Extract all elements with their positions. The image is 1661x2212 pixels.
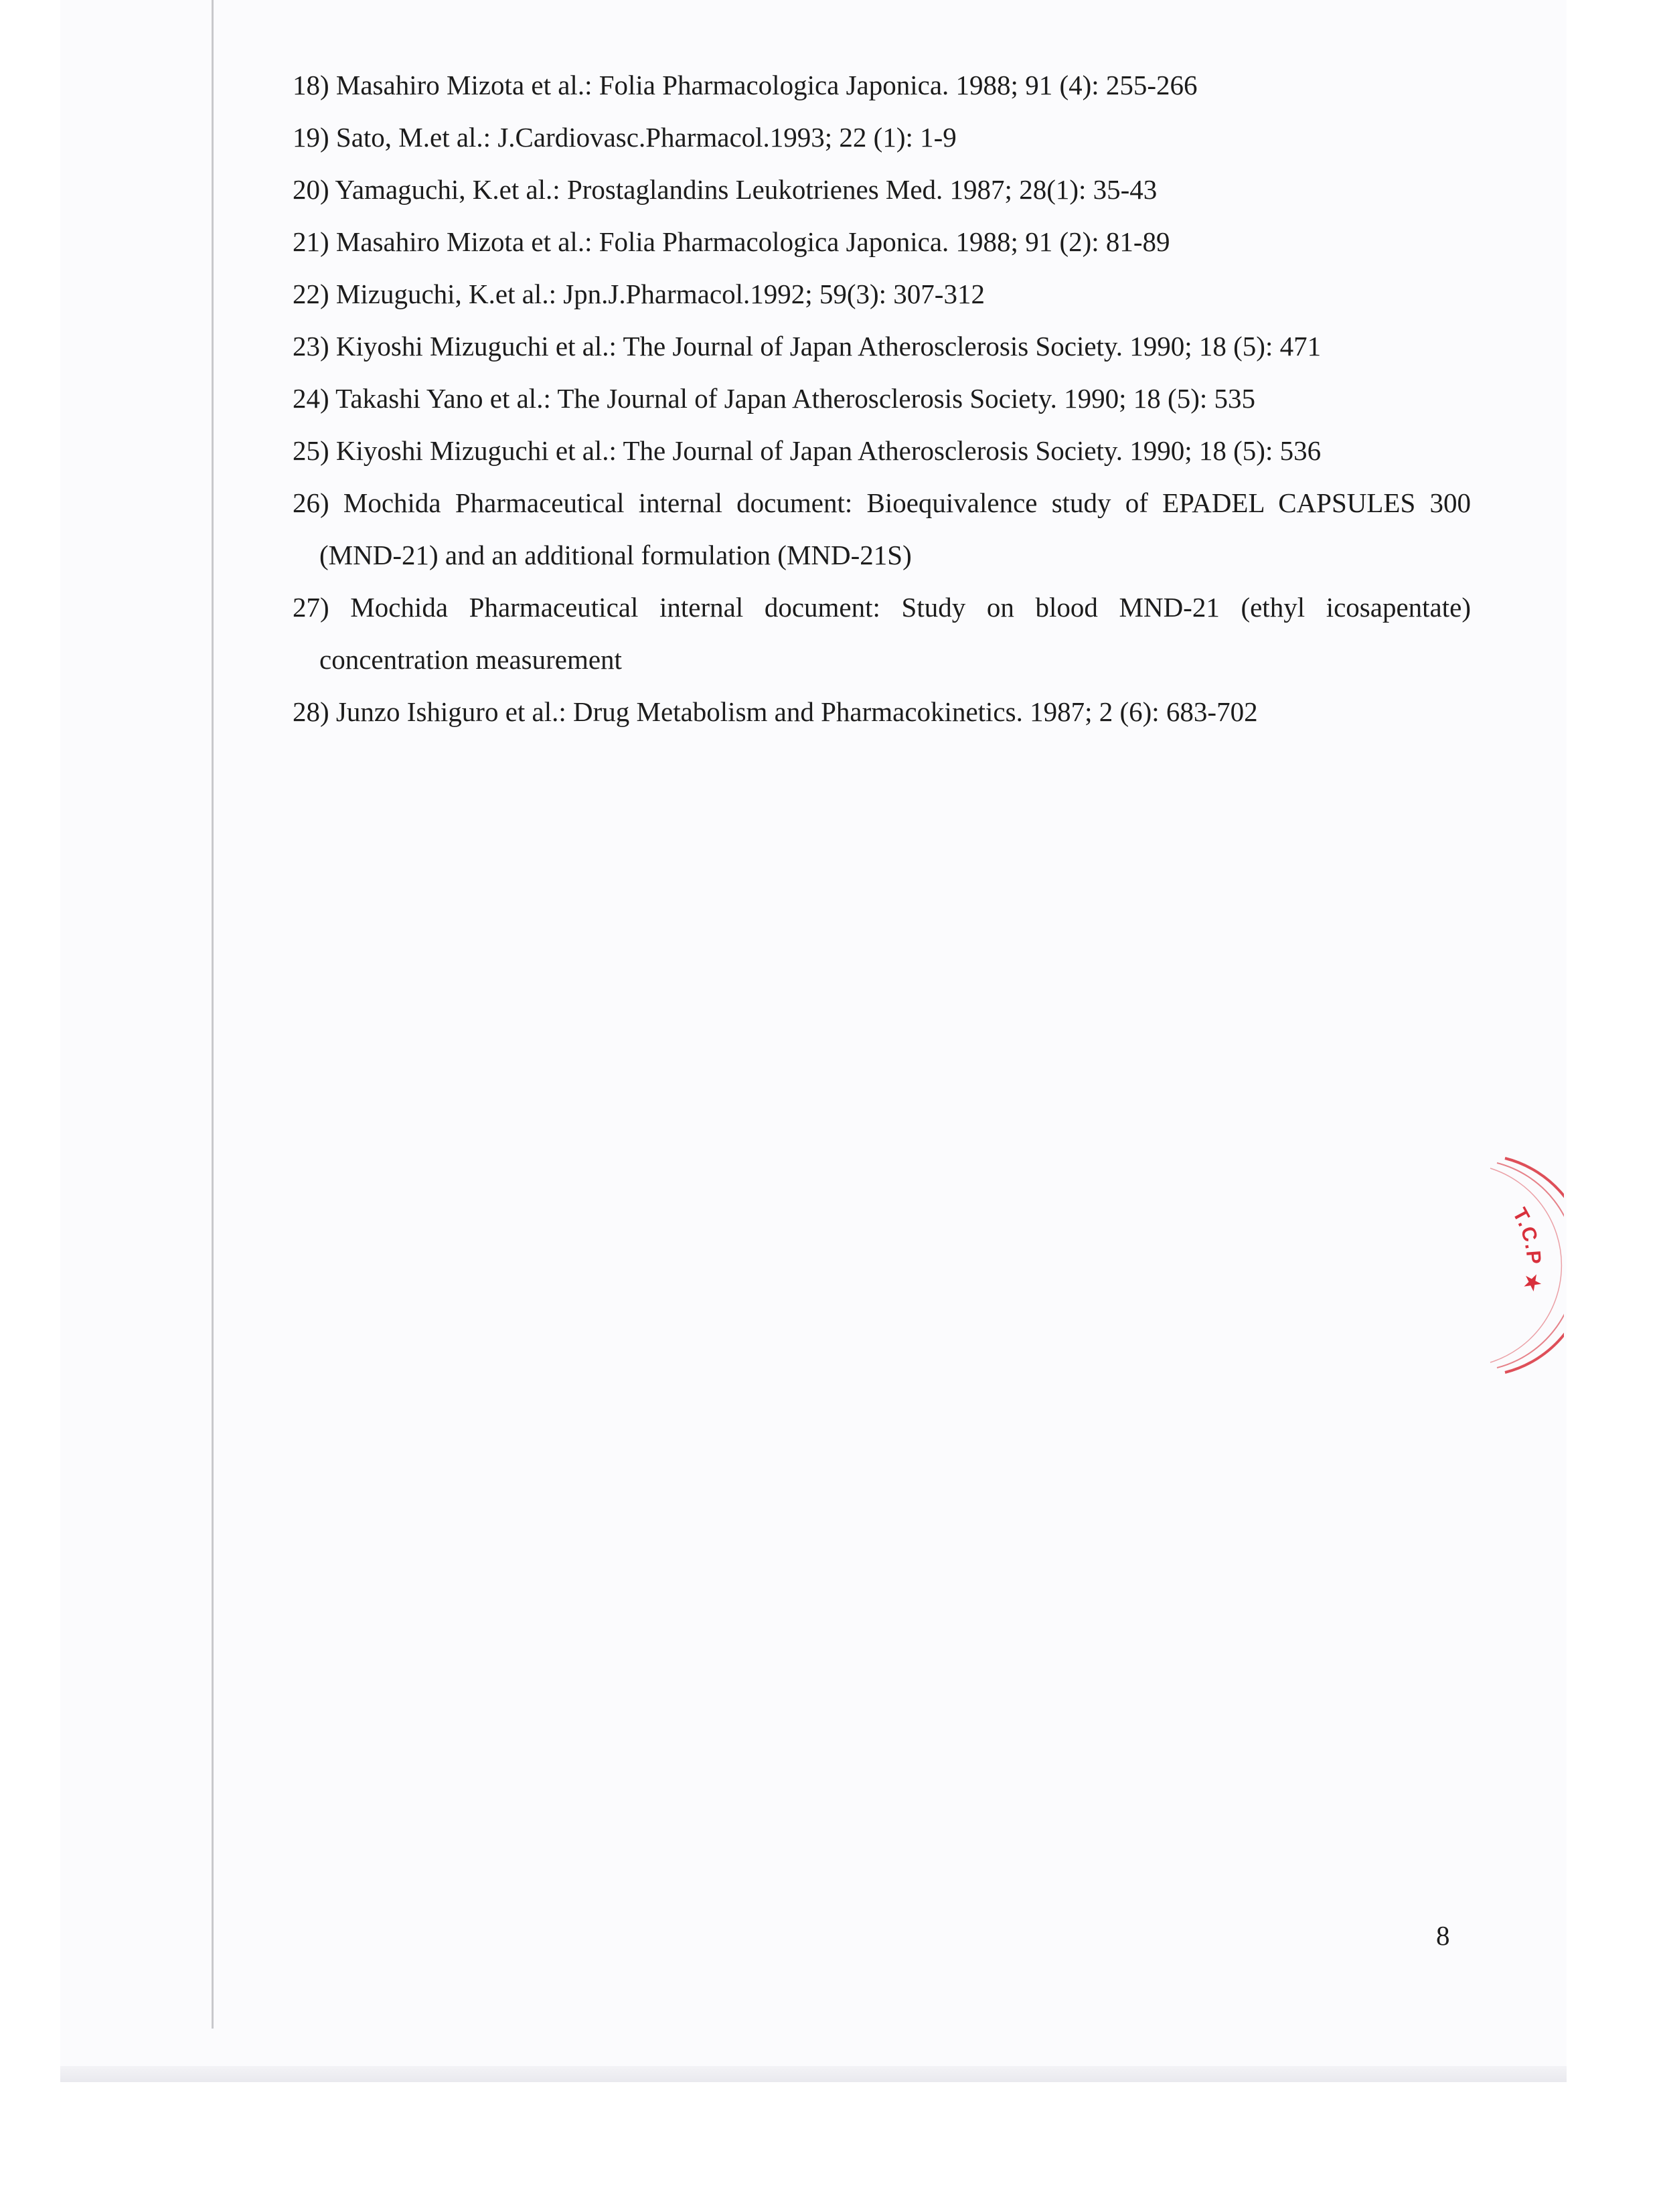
reference-item-22: 22) Mizuguchi, K.et al.: Jpn.J.Pharmacol.1992; 59(3): 307-312	[293, 279, 985, 309]
reference-item-26: 26) Mochida Pharmaceutical internal document: Bioequivalence study of EPADEL CAPSULES 300 (MND-21) and an additional formulation (MND-21S)	[293, 487, 1471, 570]
reference-item-27: 27) Mochida Pharmaceutical internal document: Study on blood MND-21 (ethyl icosapentate) concentration measurement	[293, 592, 1471, 675]
reference-item-24: 24) Takashi Yano et al.: The Journal of Japan Atherosclerosis Society. 1990; 18 (5): 535	[293, 383, 1255, 414]
reference-item-19: 19) Sato, M.et al.: J.Cardiovasc.Pharmacol.1993; 22 (1): 1-9	[293, 122, 957, 153]
reference-item-23: 23) Kiyoshi Mizuguchi et al.: The Journal of Japan Atherosclerosis Society. 1990; 18 (5): 471	[293, 331, 1322, 362]
reference-item-21: 21) Masahiro Mizota et al.: Folia Pharmacologica Japonica. 1988; 91 (2): 81-89	[293, 226, 1170, 257]
page-bottom-edge	[60, 2066, 1567, 2082]
reference-item-18: 18) Masahiro Mizota et al.: Folia Pharmacologica Japonica. 1988; 91 (4): 255-266	[293, 70, 1198, 100]
reference-item-25: 25) Kiyoshi Mizuguchi et al.: The Journal of Japan Atherosclerosis Society. 1990; 18 (5): 536	[293, 435, 1322, 466]
reference-list	[293, 59, 1471, 738]
reference-item-28: 28) Junzo Ishiguro et al.: Drug Metabolism and Pharmacokinetics. 1987; 2 (6): 683-702	[293, 696, 1258, 727]
binding-margin-line	[212, 0, 214, 2029]
reference-item-20: 20) Yamaguchi, K.et al.: Prostaglandins Leukotrienes Med. 1987; 28(1): 35-43	[293, 174, 1158, 205]
svg-text:T.C.P ★: T.C.P ★	[1508, 1204, 1545, 1295]
company-seal-stamp	[1470, 1155, 1564, 1376]
page-number: 8	[1436, 1920, 1450, 1951]
